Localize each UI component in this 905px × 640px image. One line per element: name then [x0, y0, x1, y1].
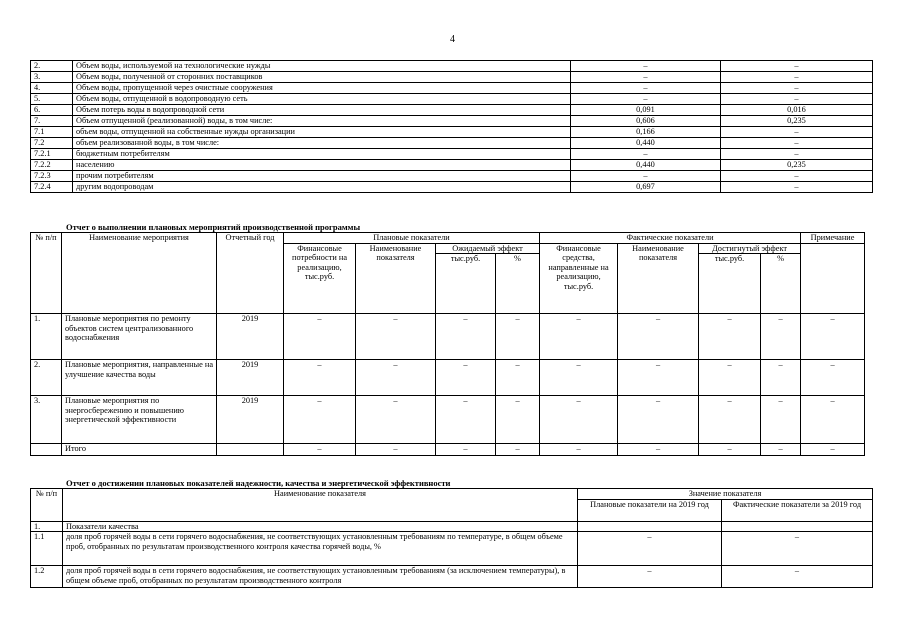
- row-number: 7.2.1: [31, 149, 73, 160]
- row-plan-value: –: [571, 72, 721, 83]
- table-row: [31, 171, 873, 182]
- table-row: [31, 444, 865, 456]
- indicators-table: [30, 488, 873, 588]
- row-number: 1.: [31, 521, 63, 532]
- row-fact-value: –: [722, 532, 873, 566]
- row-year: 2019: [217, 314, 284, 360]
- row-number: 7.: [31, 116, 73, 127]
- row-number: [31, 444, 62, 456]
- row-cell: –: [356, 444, 436, 456]
- page-number: 4: [450, 34, 455, 45]
- row-name: другим водопроводам: [73, 182, 571, 193]
- header-note: Примечание: [801, 233, 865, 244]
- row-number: 7.2.3: [31, 171, 73, 182]
- table-row: [31, 149, 873, 160]
- row-cell: –: [699, 360, 761, 396]
- row-plan-value: 0,606: [571, 116, 721, 127]
- row-cell: –: [436, 314, 496, 360]
- row-cell: –: [699, 396, 761, 444]
- row-fact-value: –: [721, 72, 873, 83]
- water-volume-table: [30, 60, 873, 193]
- row-number: 1.: [31, 314, 62, 360]
- row-cell: –: [284, 314, 356, 360]
- row-number: 5.: [31, 94, 73, 105]
- header-fact-effect-rub: тыс.руб.: [699, 254, 761, 314]
- row-plan-value: 0,440: [571, 138, 721, 149]
- row-indicator-name: доля проб горячей воды в сети горячего водоснабжения, не соответствующих установленным требованиям (за исключением температуры), в общем объеме проб, отобранных по результатам производственного контроля: [63, 566, 578, 588]
- row-plan-value: [578, 521, 722, 532]
- table-row: [31, 182, 873, 193]
- row-fact-value: 0,016: [721, 105, 873, 116]
- row-name: объем реализованной воды, в том числе:: [73, 138, 571, 149]
- row-cell: –: [356, 360, 436, 396]
- row-name: Объем воды, полученной от сторонних поставщиков: [73, 72, 571, 83]
- header-num: № п/п: [31, 233, 62, 314]
- header-plan-2019: Плановые показатели на 2019 год: [578, 499, 722, 521]
- table-row: [31, 138, 873, 149]
- row-name: Объем воды, отпущенной в водопроводную сеть: [73, 94, 571, 105]
- header-fact-effect-pct: %: [761, 254, 801, 314]
- section-title-indicators: Отчет о достижении плановых показателей надежности, качества и энергетической эффективности: [66, 478, 451, 488]
- row-cell: –: [436, 360, 496, 396]
- row-activity-name: Плановые мероприятия, направленные на улучшение качества воды: [62, 360, 217, 396]
- row-plan-value: –: [571, 61, 721, 72]
- row-fact-value: –: [722, 566, 873, 588]
- row-number: 3.: [31, 72, 73, 83]
- row-cell: –: [436, 396, 496, 444]
- row-number: 7.2: [31, 138, 73, 149]
- row-cell: –: [356, 396, 436, 444]
- row-fact-value: –: [721, 182, 873, 193]
- table-row: [31, 94, 873, 105]
- row-cell: –: [540, 396, 618, 444]
- row-plan-value: 0,166: [571, 127, 721, 138]
- header-plan-effect-pct: %: [496, 254, 540, 314]
- row-indicator-name: Показатели качества: [63, 521, 578, 532]
- row-name: населению: [73, 160, 571, 171]
- header-year: Отчетный год: [217, 233, 284, 314]
- row-plan-value: 0,091: [571, 105, 721, 116]
- row-fact-value: 0,235: [721, 116, 873, 127]
- row-cell: –: [761, 444, 801, 456]
- row-cell: –: [496, 360, 540, 396]
- header-activity-name: Наименование мероприятия: [62, 233, 217, 314]
- row-cell: –: [801, 314, 865, 360]
- row-cell: –: [618, 360, 699, 396]
- row-cell: –: [356, 314, 436, 360]
- row-cell: –: [496, 444, 540, 456]
- row-year: 2019: [217, 360, 284, 396]
- header-fact-name: Наименование показателя: [618, 243, 699, 314]
- header-plan-name: Наименование показателя: [356, 243, 436, 314]
- row-fact-value: –: [721, 94, 873, 105]
- row-plan-value: –: [571, 83, 721, 94]
- row-cell: –: [540, 360, 618, 396]
- row-number: 3.: [31, 396, 62, 444]
- table-row: [31, 521, 873, 532]
- row-cell: –: [699, 444, 761, 456]
- activities-table: [30, 232, 865, 456]
- table-row: [31, 160, 873, 171]
- row-number: 4.: [31, 83, 73, 94]
- table-row: [31, 83, 873, 94]
- row-number: 1.2: [31, 566, 63, 588]
- row-cell: –: [284, 396, 356, 444]
- row-number: 7.2.4: [31, 182, 73, 193]
- header-fact-effect: Достигнутый эффект: [699, 243, 801, 254]
- row-year: [217, 444, 284, 456]
- row-name: прочим потребителям: [73, 171, 571, 182]
- row-name: Объем воды, используемой на технологические нужды: [73, 61, 571, 72]
- row-plan-value: 0,440: [571, 160, 721, 171]
- header-plan-effect: Ожидаемый эффект: [436, 243, 540, 254]
- row-number: 7.1: [31, 127, 73, 138]
- header-fact-fin: Финансовые средства, направленные на реализацию, тыс.руб.: [540, 243, 618, 314]
- row-cell: –: [496, 396, 540, 444]
- table-row: [31, 105, 873, 116]
- row-cell: –: [284, 360, 356, 396]
- header-plan-effect-rub: тыс.руб.: [436, 254, 496, 314]
- header-plan-fin: Финансовые потребности на реализацию, тыс.руб.: [284, 243, 356, 314]
- row-fact-value: –: [721, 171, 873, 182]
- row-fact-value: 0,235: [721, 160, 873, 171]
- row-cell: –: [618, 314, 699, 360]
- row-fact-value: –: [721, 149, 873, 160]
- row-cell: –: [761, 360, 801, 396]
- row-cell: –: [801, 444, 865, 456]
- row-number: 1.1: [31, 532, 63, 566]
- table-row: [31, 566, 873, 588]
- row-plan-value: –: [578, 566, 722, 588]
- header-value-group: Значение показателя: [578, 489, 873, 500]
- table-row: [31, 314, 865, 360]
- row-fact-value: –: [721, 127, 873, 138]
- row-cell: –: [540, 314, 618, 360]
- row-cell: –: [618, 444, 699, 456]
- row-name: Объем воды, пропущенной через очистные сооружения: [73, 83, 571, 94]
- header-fact-2019: Фактические показатели за 2019 год: [722, 499, 873, 521]
- row-plan-value: –: [571, 171, 721, 182]
- row-plan-value: –: [571, 149, 721, 160]
- row-name: Объем потерь воды в водопроводной сети: [73, 105, 571, 116]
- row-number: 2.: [31, 360, 62, 396]
- table-row: [31, 532, 873, 566]
- table-row: [31, 396, 865, 444]
- header-fact-group: Фактические показатели: [540, 233, 801, 244]
- header-note-empty: [801, 243, 865, 314]
- row-cell: –: [284, 444, 356, 456]
- row-activity-name: Итого: [62, 444, 217, 456]
- row-indicator-name: доля проб горячей воды в сети горячего водоснабжения, не соответствующих установленным требованиям по температуре, в общем объеме проб, отобранных по результатам производственного контроля качества горячей воды, %: [63, 532, 578, 566]
- row-cell: –: [801, 360, 865, 396]
- row-name: Объем отпущенной (реализованной) воды, в том числе:: [73, 116, 571, 127]
- row-fact-value: –: [721, 138, 873, 149]
- table-row: [31, 116, 873, 127]
- row-number: 2.: [31, 61, 73, 72]
- table-row: [31, 360, 865, 396]
- table-row: [31, 127, 873, 138]
- row-cell: –: [761, 396, 801, 444]
- header-plan-group: Плановые показатели: [284, 233, 540, 244]
- row-number: 7.2.2: [31, 160, 73, 171]
- row-activity-name: Плановые мероприятия по энергосбережению и повышению энергетической эффективности: [62, 396, 217, 444]
- row-cell: –: [540, 444, 618, 456]
- table-row: [31, 61, 873, 72]
- table-row: [31, 72, 873, 83]
- row-fact-value: –: [721, 61, 873, 72]
- row-plan-value: –: [578, 532, 722, 566]
- row-plan-value: 0,697: [571, 182, 721, 193]
- row-cell: –: [618, 396, 699, 444]
- row-name: объем воды, отпущенной на собственные нужды организации: [73, 127, 571, 138]
- header-indicator-name: Наименование показателя: [63, 489, 578, 522]
- row-number: 6.: [31, 105, 73, 116]
- row-fact-value: [722, 521, 873, 532]
- row-cell: –: [761, 314, 801, 360]
- row-name: бюджетным потребителям: [73, 149, 571, 160]
- row-cell: –: [496, 314, 540, 360]
- row-year: 2019: [217, 396, 284, 444]
- row-fact-value: –: [721, 83, 873, 94]
- row-cell: –: [801, 396, 865, 444]
- section-title-activities: Отчет о выполнении плановых мероприятий производственной программы: [66, 222, 361, 232]
- row-activity-name: Плановые мероприятия по ремонту объектов систем централизованного водоснабжения: [62, 314, 217, 360]
- row-cell: –: [699, 314, 761, 360]
- header-num: № п/п: [31, 489, 63, 522]
- row-plan-value: –: [571, 94, 721, 105]
- row-cell: –: [436, 444, 496, 456]
